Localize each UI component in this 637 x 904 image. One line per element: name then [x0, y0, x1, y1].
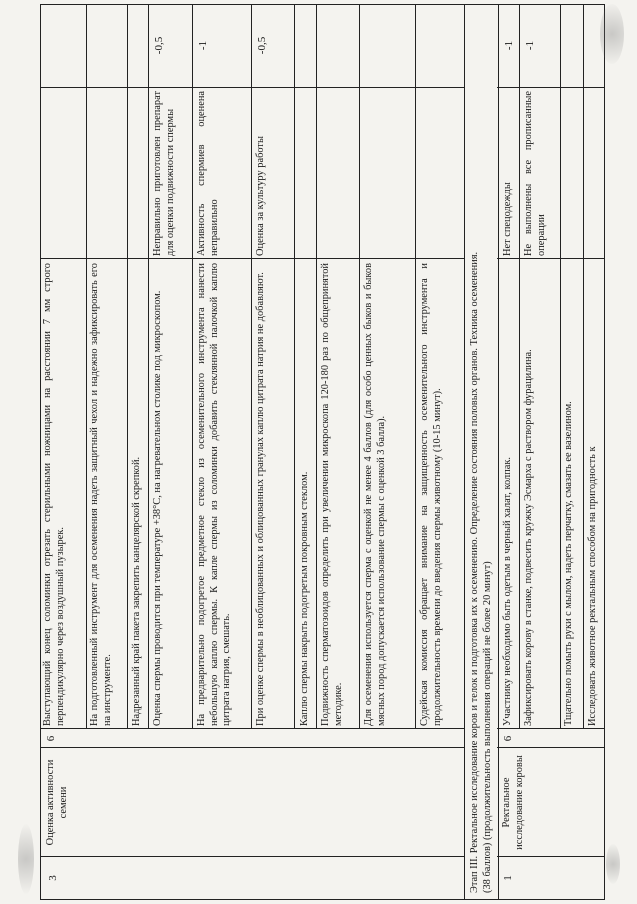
- row-divider: [86, 5, 87, 729]
- action-text: Надрезанный край пакета закрепить канцелярской скрепкой.: [131, 456, 142, 726]
- section-title: Ректальное исследование коровы: [501, 755, 525, 850]
- scan-smudge: [600, 4, 624, 64]
- section-points: 6: [502, 735, 514, 742]
- row-divider: [251, 5, 252, 729]
- action-text: На подготовленный инструмент для осеменения надеть защитный чехол и надежно зафиксировать его на инструменте.: [89, 263, 113, 726]
- action-text: При оценке спермы в необлицованных и облицованных гранулах каплю цитрата натрия не добавляют.: [255, 272, 266, 726]
- action-text: Оценка спермы проводится при температуре +38°С, на нагревательном столике под микроскопом.: [152, 290, 163, 726]
- section-points: 6: [45, 735, 57, 742]
- error-text: Активность спермиев оценена неправильно: [196, 91, 220, 256]
- action-text: Подвижность сперматозоидов определить при увеличении микроскопа 120-180 раз по общепринятой методике.: [320, 263, 344, 726]
- row-divider: [359, 5, 360, 729]
- col-divider: [41, 747, 604, 748]
- penalty-value: -0,5: [256, 36, 268, 55]
- error-text: Оценка за культуру работы: [255, 136, 266, 256]
- action-text: Зафиксировать корову в станке, подвесить кружку Эсмарха с раствором фурацилина.: [523, 349, 534, 726]
- section-number: 1: [502, 875, 514, 881]
- section-number: 3: [47, 875, 59, 881]
- row-divider: [148, 5, 149, 729]
- row-divider: [192, 5, 193, 729]
- stage-heading-line1: Этап III. Ректальное исследование коров и телок и подготовка их к осеменению. Определение состояния половых органов. Техника осеменения.: [469, 251, 480, 893]
- action-text: Для осеменения используется сперма с оценкой не менее 4 баллов (для особо ценных быков и быков мясных пород допускается использование спермы с оценкой 3 балла).: [363, 263, 387, 726]
- penalty-value: -1: [197, 40, 209, 51]
- error-text: Не выполнены все прописанные операции: [523, 91, 547, 256]
- error-text: Нет спецодежды: [502, 182, 513, 256]
- row-divider: [498, 5, 499, 899]
- penalty-value: -1: [524, 40, 536, 51]
- action-text: Каплю спермы накрыть подогретым покровным стеклом.: [299, 471, 310, 726]
- action-text: На предварительно подогретое предметное стекло из осеменительного инструмента нанести небольшую каплю спермы. К капле спермы из соломинки добавить стеклянной палочкой каплю цитрата натрия, смешать.: [196, 263, 233, 726]
- evaluation-table: [40, 4, 605, 900]
- section-title: Оценка активности семени: [45, 759, 69, 846]
- penalty-value: -0,5: [153, 36, 165, 55]
- action-text: Судейская комиссия обращает внимание на защищенность осеменительного инструмента и продолжительность времени до введения спермы животному (10-15 минут).: [419, 263, 443, 726]
- penalty-value: -1: [503, 40, 515, 51]
- row-divider: [316, 5, 317, 729]
- action-text: Тщательно помыть руки с мылом, надеть перчатку, смазать ее вазелином.: [563, 401, 574, 726]
- row-divider: [519, 5, 520, 729]
- row-divider: [127, 5, 128, 729]
- row-divider: [294, 5, 295, 729]
- scan-smudge: [18, 824, 34, 894]
- action-text: Выступающий конец соломинки отрезать стерильными ножницами на расстоянии 7 мм строго перпендикулярно через воздушный пузырек.: [42, 263, 66, 726]
- action-text: Участнику необходимо быть одетым в черный халат, колпак.: [502, 456, 513, 726]
- action-text: Исследовать животное ректальным способом на пригодность к: [587, 446, 598, 726]
- row-divider: [560, 5, 561, 729]
- scan-smudge: [606, 844, 620, 884]
- row-divider: [415, 5, 416, 729]
- stage-heading: [466, 5, 497, 899]
- col-divider: [41, 856, 604, 857]
- row-divider: [583, 5, 584, 729]
- error-text: Неправильно приготовлен препарат для оценки подвижности спермы: [152, 91, 176, 256]
- stage-heading-line2: (38 баллов) (продолжительность выполнения операций не более 20 минут): [481, 561, 493, 893]
